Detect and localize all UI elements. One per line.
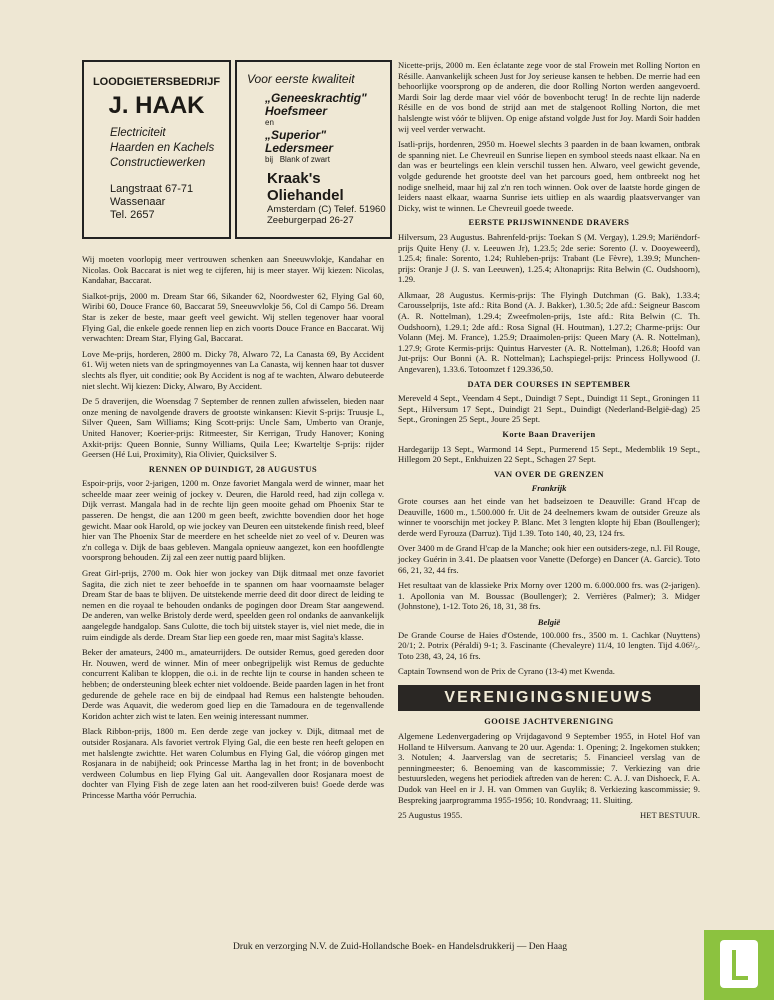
date: 25 Augustus 1955.	[398, 810, 463, 821]
ad-shop-name: Kraak's Oliehandel	[267, 170, 344, 204]
ad-product-name: „Geneeskrachtig"	[265, 91, 367, 105]
section-heading: VAN OVER DE GRENZEN	[493, 469, 605, 479]
ad-product	[237, 127, 390, 155]
ad-product-name: Hoefsmeer	[265, 104, 328, 118]
paragraph: Black Ribbon-prijs, 1800 m. Een derde zege van jockey v. Dijk, ditmaal met de outsider Rosjanara. Als favoriet vertrok Flying Gal, die een beste ren heeft gelopen en met halslengte zwichtte. Het waren Columbus en Flying Gal, die vóórop gingen met Rosjanara in de nabijheid; ook Princesse Martha lag in het front; in de bovenbocht verdween Columbus en liep Flying Gal uit. Aangevallen door Rosjanara moest de dochter van Flying Fish de zege laten aan het rood-zilveren buis! Goede derde was Princesse Martha vóór Perruchia.	[82, 726, 384, 800]
ad-address-line: Tel. 2657	[110, 209, 155, 221]
section-heading: RENNEN OP DUINDIGT, 28 AUGUSTUS	[148, 464, 318, 474]
paragraph: Sialkot-prijs, 2000 m. Dream Star 66, Sikander 62, Noordwester 62, Flying Gal 60, Wiribi 60, Douce France 60, Baccarat 59, Sneeuwvlokje 56, Col di Campo 56. Dream Star is zeker de beste, maar geeft veel gewicht. Wij stellen tegenover haar vooral Flying Gal, die enkele goede rennen liep en zich voorts Douce France en Baccarat. Wij verwachten: Dream Star, Flying Gal, Baccarat.	[82, 290, 384, 344]
section-heading: DATA DER COURSES IN SEPTEMBER	[467, 379, 631, 389]
paragraph: Grote courses aan het einde van het badseizoen te Deauville: Grand H'cap de Deauville, 1600 m., 1.500.000 fr. Uit de 24 deelnemers kwam de outsider Greuze als winner te voorschijn met jockey P. Blanc. Met 3 lengten klopte hij Eban (Boullenger); derde werd Fyrouza (Darruz). Tijd 1.39. Toto 140, 40, 23, 124 frs.	[398, 495, 700, 538]
signature: HET BESTUUR.	[639, 810, 700, 821]
ad-product-name: „Superior"	[265, 128, 327, 142]
signature-line	[398, 810, 700, 821]
ad-heading: LOODGIETERSBEDRIJF	[92, 76, 221, 88]
ad-service: Haarden en Kachels	[110, 142, 215, 154]
ad-tagline: Voor eerste kwaliteit	[247, 72, 355, 86]
advertisement-kraak	[235, 60, 392, 239]
ad-product	[237, 86, 390, 118]
paragraph: Love Me-prijs, horderen, 2800 m. Dicky 78, Alwaro 72, La Canasta 69, By Accident 61. Wij weten niets van de springmoyennes van La Canasta, wij kennen haar tot dusver slechts als flyer, uit conditie; ook By Accident is nog af te wachten, Alwaro debuteerde niet slecht. Wij kiezen: Dicky, Alwaro, By Accident.	[82, 348, 384, 391]
paragraph: Alkmaar, 28 Augustus. Kermis-prijs: The Flyingh Dutchman (G. Bak), 1.33.4; Carousselprijs, 1ste afd.: Rita Bond (A. J. Bakker), 1.30.5; 2de afd.: Seigneur Bascom (A. R. Nottelman), 1.29.4; Zweefmolen-prijs, 1ste afd.: Rita Belwin (C. Th. Oudshoorn), 1.29.1; 2de afd.: Rosa Signal (H. Houtman), 1.27.2; Charme-prijs: Our Volann (Mej. M. France), 1.25.9; Draaimolen-prijs: Queen Mary (A. R. Nottelman), 1.27.9; Grote Kermis-prijs: Quintus Harvester (A. R. Nottelman), 1.26.8; Hoofd van Jut-prijs: Our Bonni (A. R. Nottelman); Lachspiegel-prijs: Princess Hollywood (J. Angevaren), 1.33.6. Totoomzet f 129.336,50.	[398, 289, 700, 375]
left-column	[82, 254, 384, 806]
paragraph: Nicette-prijs, 2000 m. Een éclatante zege voor de stal Frowein met Rolling Norton en Résille. Aanvankelijk scheen Just for Joy serieuse kansen te hebben. De merrie had een behoorlijke voorsprong op de anderen, die door Rolling Norton werden aangevoerd. Mardi Soir lag derde maar viel vóór de bovenbocht terug! In de rechte lijn naderde Résille en de vos bond de strijd aan met de stalgenoot Rolling Norton, die met halslengte wist vóór te blijven. Op enige afstand volgde Just for Joy. Mardi Soir hadden wij veel verder verwacht.	[398, 60, 700, 134]
paragraph: De Grande Course de Haies d'Ostende, 100.000 frs., 3500 m. 1. Cachkar (Nuyttens) 20/1; 2. Potrix (Péraldi) 9-1; 3. Fascinante (Chevaleyre) 11/4, 10 lengten. Tijd 4.06²/₅. Toto 238, 43, 24, 16 frs.	[398, 629, 700, 661]
ad-service: Electriciteit	[110, 127, 166, 139]
paragraph: Het resultaat van de klassieke Prix Morny over 1200 m. 6.000.000 frs. was (2-jarigen). 1. Apollonia van M. Boussac (Boullenger); 2. Verrières (Palmer); 3. Midger (Johnstone), 1-12. Toto 26, 18, 31, 38 frs.	[398, 580, 700, 612]
ad-service: Constructiewerken	[110, 157, 206, 169]
ad-product-name: Ledersmeer	[265, 141, 334, 155]
section-heading: EERSTE PRIJSWINNENDE DRAVERS	[468, 218, 630, 228]
ad-colors: Blank of zwart	[279, 155, 330, 164]
ad-shop-address: Amsterdam (C) Telef. 51960	[267, 204, 386, 215]
paragraph: Over 3400 m de Grand H'cap de la Manche; ook hier een outsiders-zege, n.l. Fil Rouge, jockey Guérin in 3.41. De plaatsen voor Vanette (Deforge) en Dancer (A. Garcic). Toto 66, 21, 32, 44 frs.	[398, 543, 701, 575]
section-heading: GOOISE JACHTVERENIGING	[484, 717, 614, 727]
paragraph: De 5 draverijen, die Woensdag 7 September de rennen zullen afwisselen, bieden naar onze mening de navolgende dravers de grootste winkansen: Kievit S-prijs: Truusje L, Silver Queen, Sam Williams; King Scott-prijs: Uncle Sam, Umberto van Oranje, United Hanover; Koerier-prijs: Ritmeester, Sir Kerrigan, Trudy Hanover; Koning Axkit-prijs: Queen Bonnie, Sunny Williams, Quila Lee; Kwarteltje S-prijs: rijder Geersen (Hé Lui, Proximity), Ria Olivier, Quicksilver S.	[82, 396, 384, 460]
ad-address-line: Langstraat 67-71	[110, 183, 194, 195]
paragraph: Espoir-prijs, voor 2-jarigen, 1200 m. Onze favoriet Mangala werd de winner, maar het scheelde maar zeer weinig of jockey v. Deuren, die Harold reed, had zijn collega v. Dijk verrast. Mangala had in de rechte lijn geen mooite gehad om Phoenix Star te passeren. De hengst, die aan 1200 m geen beeft, zwichtte bovendien door het hoge gewicht. Maar ook Harold, op wie jockey van Deuren een uitstekende finish reed, bleef hier van The Phoenix Star de meerdere en het scheelde niet zo veel of v. Deuren was z'n collega v. Dijk de baas gebleven. Mangala opnieuw aangezet, kon een hoofdlengte voorsprong behouden. Zij zal een zeer nuttig paard blijken.	[82, 478, 384, 563]
ad-shop-address: Zeeburgerpad 26-27	[267, 215, 354, 226]
paragraph: Beker der amateurs, 2400 m., amateurrijders. De outsider Remus, goed gereden door Hr. Nouwen, werd de winner. Min of meer onbegrijpelijk wist Remus de geduchte concurrent Kaliban te kloppen, die o.i. in de rechte lijn te course in handen scheen te hebben; de ondersteuning bleek echter niet voldoende. Beide paarden lagen in het front gedurende de gehele race en bij de eindpaal had Remus een halstengte behouden. Derde was Aquavit, die wederom goed liep en die Tamadoura en de tegenvallende Koridon achter zich wist te laten. Een weinig interessant nummer.	[82, 647, 384, 721]
watermark-logo-icon	[720, 940, 758, 988]
ad-company-name: J. HAAK	[108, 92, 205, 119]
paragraph: Wij moeten voorlopig meer vertrouwen schenken aan Sneeuwvlokje, Kandahar en Nicolas. Ook Baccarat is niet weg te cijferen, hij is meer stayer. Wij kiezen: Nicolas, Kandahar, Baccarat.	[82, 254, 384, 286]
paragraph: Algemene Ledenvergadering op Vrijdagavond 9 September 1955, in Hotel Hof van Holland te Hilversum. Aanvang te 20 uur. Agenda: 1. Opening; 2. Ingekomen stukken; 3. Notulen; 4. Jaarverslag van de secretaris; 5. Financieel verslag van de penningmeester; 6. Benoeming van de kascommissie; 7. Verkiezing van drie bestuursleden, wegens het periodiek aftreden van de heren: C. A. J. van Dishoeck, F. A. Dudok van Heel en ir J. H. van Ommen van Guylik; 8. Verkiezing kascommissie; 9. Bespreking jaarprogramma 1955-1956; 10. Rondvraag; 11. Sluiting.	[398, 731, 700, 805]
ad-at: bij	[265, 155, 274, 164]
ad-address-line: Wassenaar	[110, 196, 166, 208]
section-banner: VERENIGINGSNIEUWS	[398, 685, 700, 712]
ad-and: en	[265, 118, 274, 127]
right-column	[398, 60, 700, 821]
paragraph: Captain Townsend won de Prix de Cyrano (13-4) met Kwenda.	[398, 666, 615, 677]
advertisement-haak	[82, 60, 231, 239]
subsection-heading: Frankrijk	[531, 483, 567, 494]
paragraph: Great Girl-prijs, 2700 m. Ook hier won jockey van Dijk ditmaal met onze favoriet Sagita, die zich niet te zeer behoefde in te spannen om haar voornaamste belager Dream Star de baas te blijven. De uitstekende merrie deed dit door direct de leiding te nemen en die royaal te behouden ondanks de pogingen door Dream Star aangewend. De anderen, van welke Bristoly derde werd, speelden geen rol ondanks de aanvankelijk aangelegde handgalop. Sans Culotte, die toch bij uitstek stayer is, viel niet mede, die in ruim eindigde als derde. Dream Star liep een goede ren, maar mist Sagita's klasse.	[82, 568, 384, 642]
ad-address	[84, 183, 229, 222]
paragraph: Isatli-prijs, hordenren, 2950 m. Hoewel slechts 3 paarden in de baan kwamen, ontbrak de spanning niet. Le Chevreuil en Sunrise liepen en symbool steeds naast elkaar. Na en dan was er beurtelings een klein verschil tussen hen. Alwaro, veel gewicht gevende, volgde gedurende het grootste deel van het parcours goed, hem ontbreekt nog het nodige snelheid, maar hij zal z'n ren toch winnen. Ook over de laatste horde gingen de leiders naast elkaar, waarna Sunrise iets uitliep en als waardig plaatsvervanger van Dicky, wist te winnen. Le Chevreuil goede tweede.	[398, 139, 700, 213]
watermark-tag	[704, 930, 774, 1000]
subsection-heading: België	[537, 616, 561, 627]
section-heading: Korte Baan Draverijen	[502, 430, 596, 439]
paragraph: Hilversum, 23 Augustus. Bahrenfeld-prijs: Toekan S (M. Vergay), 1.29.9; Mariëndorf-prijs Quite Heny (J. v. Leeuwen Jr), 1.23.5; 2de serie: Sorento (J. v. Dooyeweerd), 1.25.4; finale: Sorento, 1.24; Ruhleben-prijs: Trabant (Le Fèvre), 1.39.9; Munchen-prijs: Oranje J (J. S. van Leeuwen), 1.25.4; Altonaprijs: Rita Belwin (C. Oudshoorn), 1.29.	[398, 231, 700, 285]
printer-footer: Druk en verzorging N.V. de Zuid-Hollandsche Boek- en Handelsdrukkerij — Den Haag	[233, 942, 567, 952]
paragraph: Hardegarijp 13 Sept., Warmond 14 Sept., Purmerend 15 Sept., Medemblik 19 Sept., Hillegom 20 Sept., Enkhuizen 22 Sept., Schagen 27 Sept.	[398, 443, 700, 465]
paragraph: Mereveld 4 Sept., Veendam 4 Sept., Duindigt 7 Sept., Duindigt 11 Sept., Groningen 11 Sept., Hilversum 17 Sept., Duindigt 21 Sept., Duindigt (Nederland-België-dag) 25 Sept., Groningen 25 Sept., Joure 25 Sept.	[398, 393, 700, 425]
ad-variant	[237, 155, 390, 164]
